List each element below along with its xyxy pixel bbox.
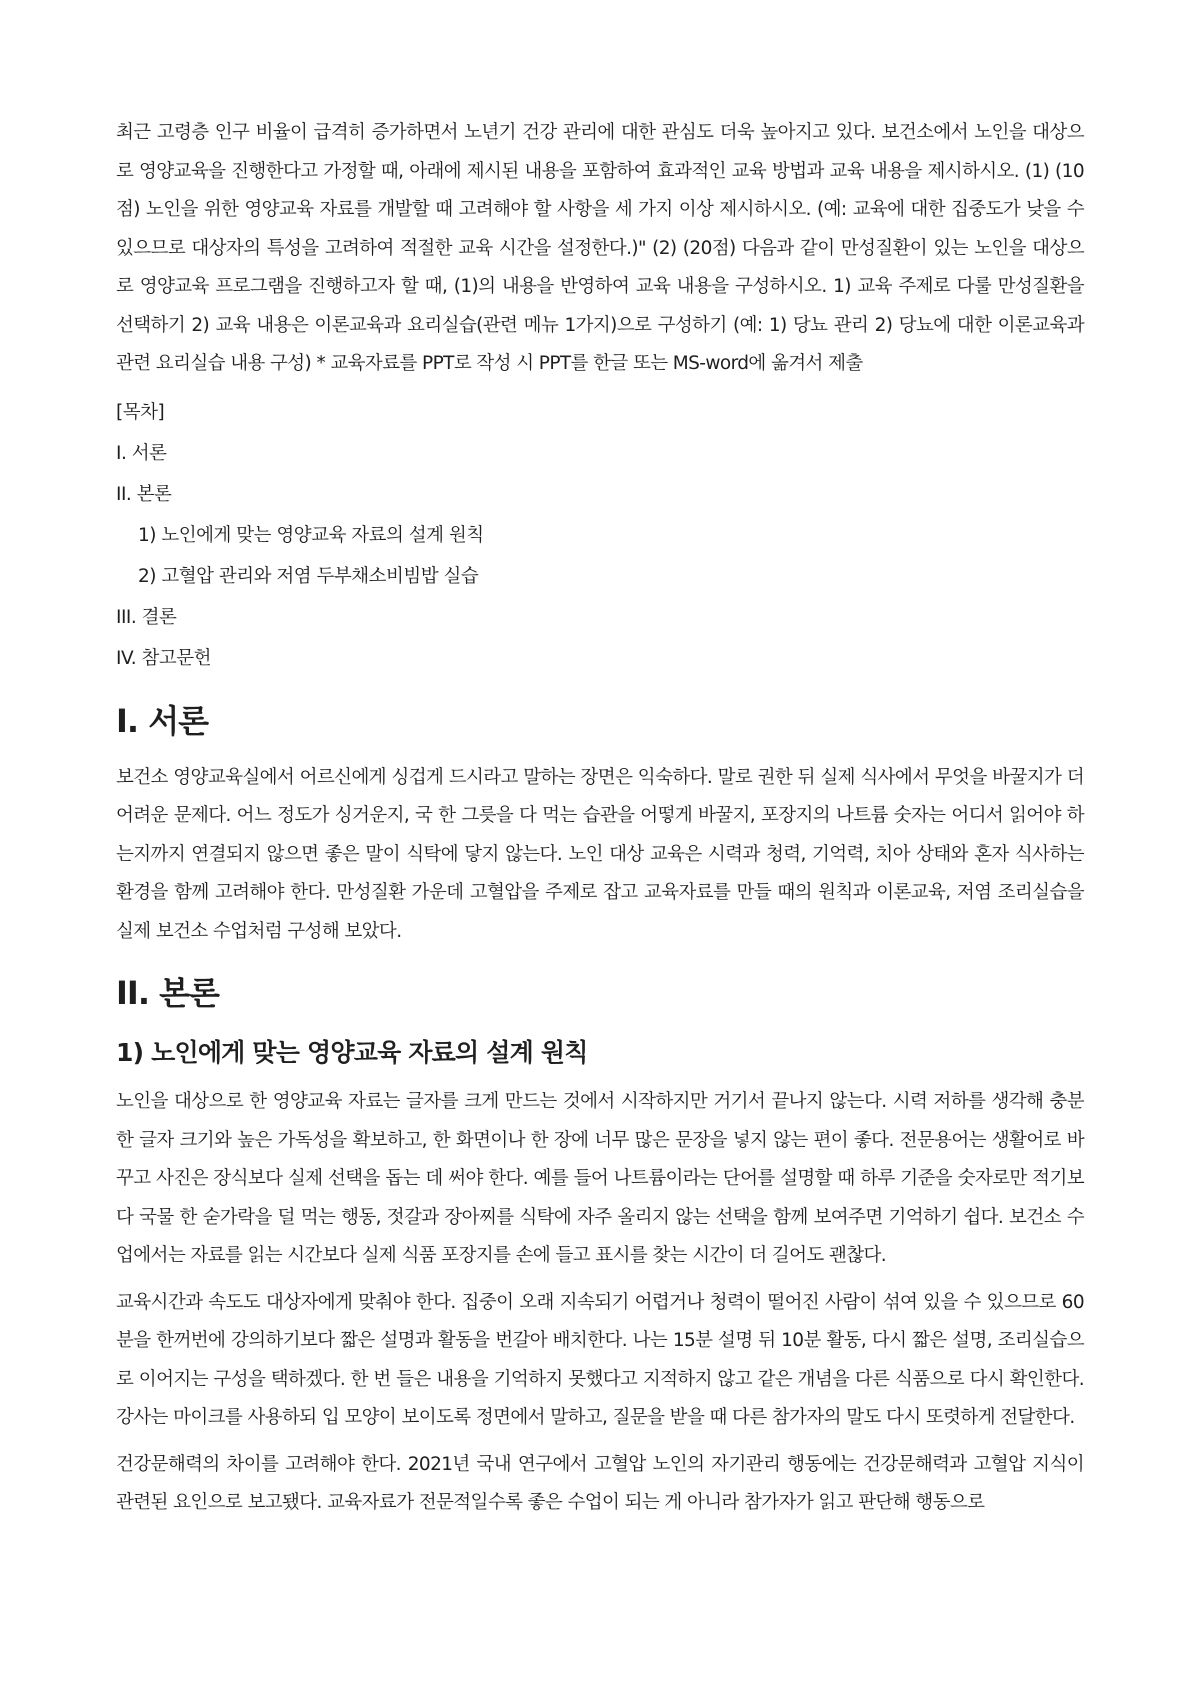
toc-item: II. 본론: [116, 483, 172, 505]
table-of-contents: [116, 392, 1084, 679]
subsection-heading-design-principles: 1) 노인에게 맞는 영양교육 자료의 설계 원칙: [116, 1038, 588, 1067]
document-page: [116, 114, 1084, 1531]
assignment-prompt: 최근 고령층 인구 비율이 급격히 증가하면서 노년기 건강 관리에 대한 관심도 더욱 높아지고 있다. 보건소에서 노인을 대상으로 영양교육을 진행한다고 가정할 때, 아래에 제시된 내용을 포함하여 효과적인 교육 방법과 교육 내용을 제시하시오. (1) (10점) 노인을 위한 영양교육 자료를 개발할 때 고려해야 할 사항을 세 가지 이상 제시하시오. (예: 교육에 대한 집중도가 낮을 수 있으므로 대상자의 특성을 고려하여 적절한 교육 시간을 설정한다.)" (2) (20점) 다음과 같이 만성질환이 있는 노인을 대상으로 영양교육 프로그램을 진행하고자 할 때, (1)의 내용을 반영하여 교육 내용을 구성하시오. 1) 교육 주제로 다룰 만성질환을 선택하기 2) 교육 내용은 이론교육과 요리실습(관련 메뉴 1가지)으로 구성하기 (예: 1) 당뇨 관리 2) 당뇨에 대한 이론교육과 관련 요리실습 내용 구성) * 교육자료를 PPT로 작성 시 PPT를 한글 또는 MS-word에 옮겨서 제출: [116, 122, 1084, 374]
toc-item: I. 서론: [116, 442, 167, 464]
introduction-paragraph: 보건소 영양교육실에서 어르신에게 싱겁게 드시라고 말하는 장면은 익숙하다. 말로 권한 뒤 실제 식사에서 무엇을 바꿀지가 더 어려운 문제다. 어느 정도가 싱거운지, 국 한 그릇을 다 먹는 습관을 어떻게 바꿀지, 포장지의 나트륨 숫자는 어디서 읽어야 하는지까지 연결되지 않으면 좋은 말이 식탁에 닿지 않는다. 노인 대상 교육은 시력과 청력, 기억력, 치아 상태와 혼자 식사하는 환경을 함께 고려해야 한다. 만성질환 가운데 고혈압을 주제로 잡고 교육자료를 만들 때의 원칙과 이론교육, 저염 조리실습을 실제 보건소 수업처럼 구성해 보았다.: [116, 766, 1084, 942]
body-paragraph: 교육시간과 속도도 대상자에게 맞춰야 한다. 집중이 오래 지속되기 어렵거나 청력이 떨어진 사람이 섞여 있을 수 있으므로 60분을 한꺼번에 강의하기보다 짧은 설명과 활동을 번갈아 배치한다. 나는 15분 설명 뒤 10분 활동, 다시 짧은 설명, 조리실습으로 이어지는 구성을 택하겠다. 한 번 들은 내용을 기억하지 못했다고 지적하지 않고 같은 개념을 다른 식품으로 다시 확인한다. 강사는 마이크를 사용하되 입 모양이 보이도록 정면에서 말하고, 질문을 받을 때 다른 참가자의 말도 다시 또렷하게 전달한다.: [116, 1291, 1084, 1428]
body-paragraph: 노인을 대상으로 한 영양교육 자료는 글자를 크게 만드는 것에서 시작하지만 거기서 끝나지 않는다. 시력 저하를 생각해 충분한 글자 크기와 높은 가독성을 확보하고, 한 화면이나 한 장에 너무 많은 문장을 넣지 않는 편이 좋다. 전문용어는 생활어로 바꾸고 사진은 장식보다 실제 선택을 돕는 데 써야 한다. 예를 들어 나트륨이라는 단어를 설명할 때 하루 기준을 숫자로만 적기보다 국물 한 숟가락을 덜 먹는 행동, 젓갈과 장아찌를 식탁에 자주 올리지 않는 선택을 함께 보여주면 기억하기 쉽다. 보건소 수업에서는 자료를 읽는 시간보다 실제 식품 포장지를 손에 들고 표시를 찾는 시간이 더 길어도 괜찮다.: [116, 1091, 1084, 1266]
toc-item: III. 결론: [116, 606, 177, 628]
body-paragraph: 건강문해력의 차이를 고려해야 한다. 2021년 국내 연구에서 고혈압 노인의 자기관리 행동에는 건강문해력과 고혈압 지식이 관련된 요인으로 보고됐다. 교육자료가 전문적일수록 좋은 수업이 되는 게 아니라 참가자가 읽고 판단해 행동으로: [116, 1453, 1084, 1513]
toc-item: IV. 참고문헌: [116, 647, 211, 669]
section-heading-body: II. 본론: [116, 974, 219, 1012]
section-heading-introduction: I. 서론: [116, 701, 209, 740]
toc-item: 2) 고혈압 관리와 저염 두부채소비빔밥 실습: [138, 565, 479, 587]
toc-item: 1) 노인에게 맞는 영양교육 자료의 설계 원칙: [138, 524, 484, 546]
toc-heading: [목차]: [116, 401, 165, 423]
